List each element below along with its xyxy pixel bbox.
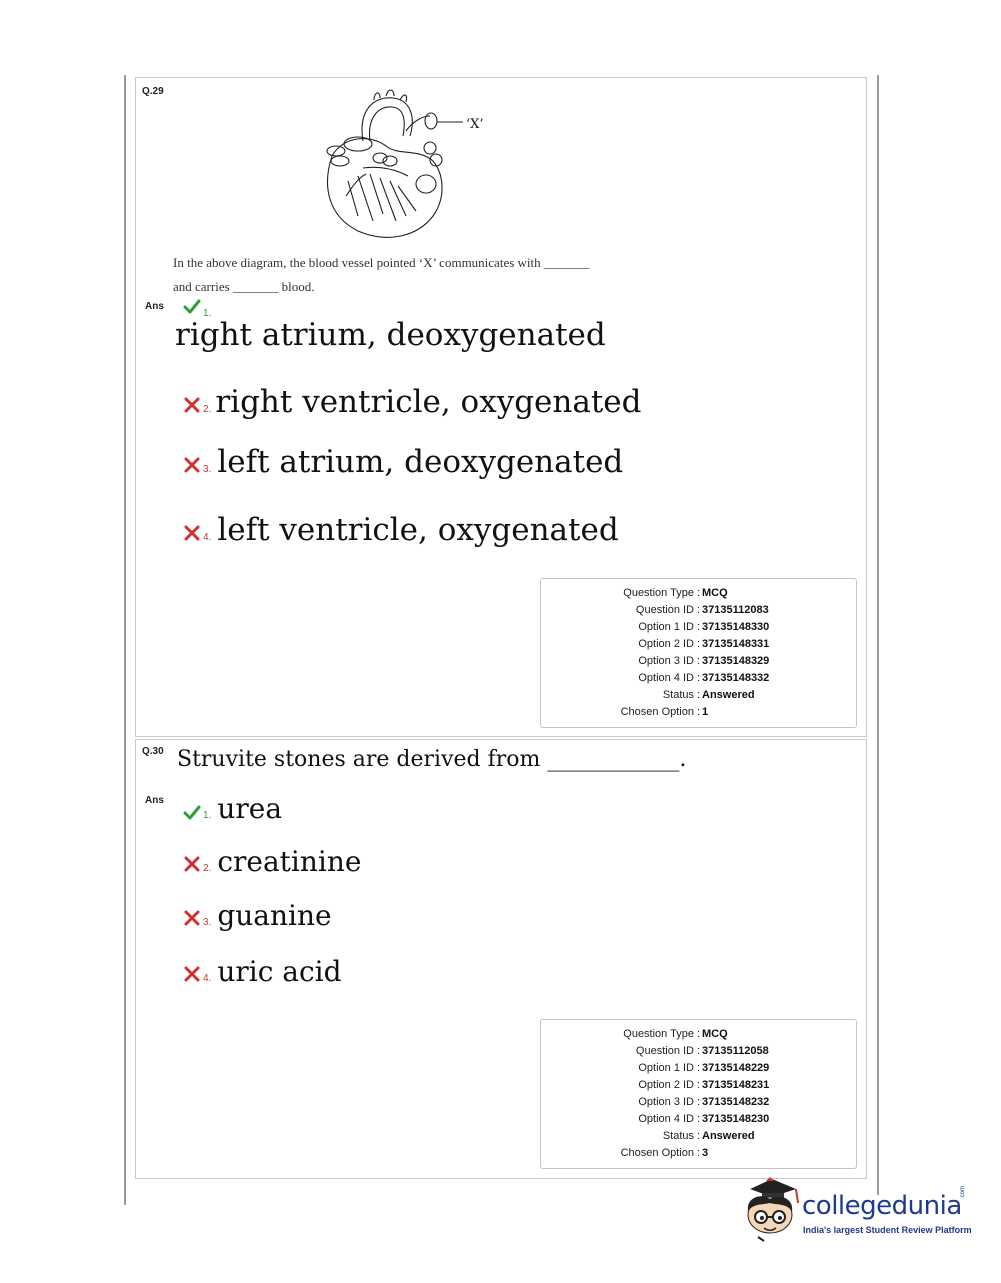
meta-row: Option 2 ID : 37135148231 [638,1079,770,1091]
question-30-meta-box [540,1019,857,1169]
meta-key: Status [662,689,694,701]
meta-value: 37135148230 [702,1113,770,1125]
option-number: 3. [203,917,212,928]
option-text: creatinine [217,845,362,878]
question-30-option-4 [183,955,342,988]
question-30-prompt: Struvite stones are derived from ____________. [177,747,687,772]
option-number: 1. [203,810,212,821]
meta-key: Option 3 ID [638,655,694,667]
option-number: 3. [203,464,212,475]
incorrect-cross-icon [183,855,201,873]
option-text: left ventricle, oxygenated [217,512,619,548]
brand-name: collegedunia [802,1191,962,1221]
incorrect-cross-icon [183,456,201,474]
meta-value: Answered [702,689,755,701]
collegedunia-logo[interactable] [740,1175,980,1245]
question-30-number: Q.30 [142,746,164,757]
option-text: right ventricle, oxygenated [215,384,642,420]
question-29-option-3 [183,444,623,480]
question-29-meta-box [540,578,857,728]
question-29-prompt-line2: and carries _______ blood. [173,279,315,294]
meta-row: Option 4 ID : 37135148230 [638,1113,770,1125]
meta-row: Option 1 ID : 37135148229 [638,1062,770,1074]
meta-key: Option 2 ID [638,638,694,650]
option-number: 4. [203,532,212,543]
meta-key: Question ID [635,1045,694,1057]
question-29-prompt-line1: In the above diagram, the blood vessel pointed ‘X’ communicates with _______ [173,255,590,270]
meta-key: Question Type [623,587,694,599]
meta-key: Option 4 ID [638,1113,694,1125]
option-number: 1. [203,308,212,319]
meta-value: 37135148330 [702,621,770,633]
brand-suffix: .com [960,1185,966,1199]
meta-key: Option 2 ID [638,1079,694,1091]
incorrect-cross-icon [183,396,201,414]
meta-row: Question Type : MCQ [623,587,728,599]
meta-key: Option 1 ID [638,1062,694,1074]
meta-value: Answered [702,1130,755,1142]
meta-key: Status [662,1130,694,1142]
meta-value: 37135148332 [702,672,770,684]
heart-diagram [318,86,498,241]
mascot-icon [740,1175,802,1245]
question-29-ans-label: Ans [145,301,164,312]
meta-value: 3 [702,1147,709,1159]
page-border-left [124,75,126,1205]
meta-row: Question ID : 37135112058 [635,1045,769,1057]
question-30-option-3 [183,899,332,932]
meta-value: 37135112083 [702,604,769,616]
option-number: 4. [203,973,212,984]
diagram-x-label: ‘X’ [466,117,484,132]
meta-key: Option 3 ID [638,1096,694,1108]
meta-row: Question ID : 37135112083 [635,604,769,616]
question-29-option-1-text: right atrium, deoxygenated [175,317,606,353]
meta-value: MCQ [702,1028,728,1040]
meta-value: 37135148229 [702,1062,770,1074]
meta-value: MCQ [702,587,728,599]
question-29-option-1 [183,298,217,319]
meta-row: Status : Answered [662,689,755,701]
question-29-option-4 [183,512,619,548]
meta-row: Chosen Option : 1 [620,706,709,718]
option-number: 2. [203,863,212,874]
meta-value: 37135112058 [702,1045,769,1057]
meta-key: Question Type [623,1028,694,1040]
correct-check-icon [183,804,201,822]
option-text: guanine [217,899,332,932]
meta-row: Option 2 ID : 37135148331 [638,638,770,650]
incorrect-cross-icon [183,909,201,927]
meta-value: 1 [702,706,709,718]
question-30-ans-label: Ans [145,795,164,806]
meta-value: 37135148331 [702,638,770,650]
meta-row: Option 3 ID : 37135148232 [638,1096,770,1108]
meta-row: Question Type : MCQ [623,1028,728,1040]
incorrect-cross-icon [183,524,201,542]
meta-value: 37135148232 [702,1096,770,1108]
question-29-number: Q.29 [142,86,164,97]
meta-key: Option 1 ID [638,621,694,633]
brand-tagline: India's largest Student Review Platform [803,1225,972,1235]
page-border-right [877,75,879,1195]
option-number: 2. [203,404,212,415]
meta-key: Chosen Option [620,706,694,718]
meta-value: 37135148231 [702,1079,770,1091]
question-30-option-2 [183,845,361,878]
meta-row: Option 3 ID : 37135148329 [638,655,770,667]
question-30-option-1 [183,792,282,825]
meta-key: Question ID [635,604,694,616]
question-29-option-2 [183,384,642,420]
meta-row: Option 4 ID : 37135148332 [638,672,770,684]
meta-row: Option 1 ID : 37135148330 [638,621,770,633]
meta-row: Status : Answered [662,1130,755,1142]
meta-row: Chosen Option : 3 [620,1147,709,1159]
option-text: urea [217,792,283,825]
incorrect-cross-icon [183,965,201,983]
meta-key: Chosen Option [620,1147,694,1159]
meta-value: 37135148329 [702,655,770,667]
option-text: uric acid [217,955,342,988]
correct-check-icon [183,298,201,316]
meta-key: Option 4 ID [638,672,694,684]
option-text: left atrium, deoxygenated [217,444,624,480]
